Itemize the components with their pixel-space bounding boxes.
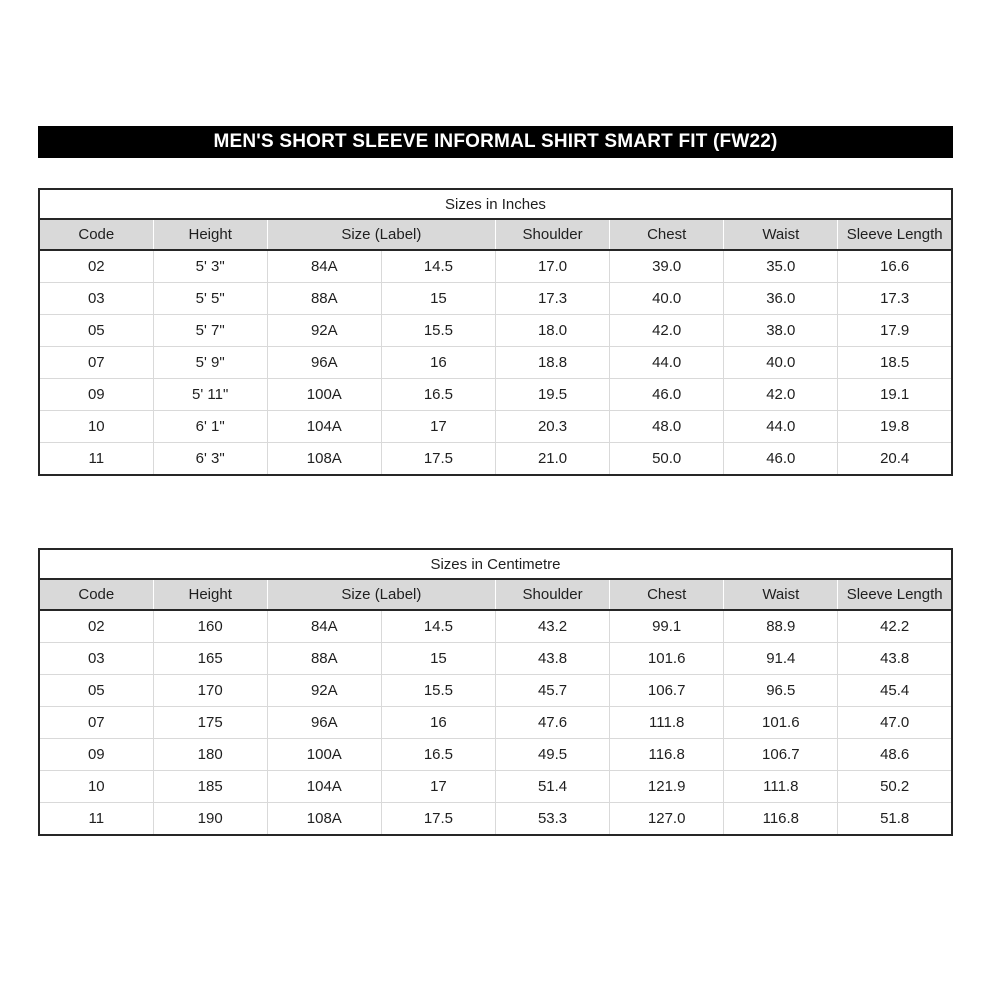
table-cell: 84A [267, 250, 381, 283]
table-cell: 6' 3" [153, 443, 267, 476]
table-cell: 17.0 [496, 250, 610, 283]
table-cell: 10 [39, 411, 153, 443]
table-cell: 88.9 [724, 610, 838, 643]
table-cell: 43.8 [838, 643, 952, 675]
table-cell: 5' 5" [153, 283, 267, 315]
table-cell: 16 [381, 707, 495, 739]
centimetre-table-section [38, 548, 953, 836]
table-cell: 106.7 [724, 739, 838, 771]
table-row [39, 707, 952, 739]
table-cell: 43.8 [496, 643, 610, 675]
table-cell: 108A [267, 443, 381, 476]
table-cell: 14.5 [381, 250, 495, 283]
table-cell: 35.0 [724, 250, 838, 283]
table-header-row [39, 219, 952, 250]
table-cell: 111.8 [724, 771, 838, 803]
table-body [39, 610, 952, 835]
table-cell: 39.0 [610, 250, 724, 283]
table-cell: 5' 7" [153, 315, 267, 347]
table-cell: 19.8 [838, 411, 952, 443]
table-cell: 104A [267, 411, 381, 443]
table-cell: 51.8 [838, 803, 952, 836]
table-cell: 44.0 [724, 411, 838, 443]
table-row [39, 643, 952, 675]
table-cell: 100A [267, 379, 381, 411]
table-row [39, 610, 952, 643]
table-cell: 96.5 [724, 675, 838, 707]
column-header: Code [39, 219, 153, 250]
table-cell: 36.0 [724, 283, 838, 315]
column-header: Sleeve Length [838, 579, 952, 610]
table-cell: 6' 1" [153, 411, 267, 443]
table-cell: 43.2 [496, 610, 610, 643]
table-cell: 40.0 [610, 283, 724, 315]
table-cell: 88A [267, 283, 381, 315]
table-cell: 50.2 [838, 771, 952, 803]
column-header: Waist [724, 579, 838, 610]
table-body [39, 250, 952, 475]
table-cell: 49.5 [496, 739, 610, 771]
table-cell: 16.5 [381, 739, 495, 771]
sizes-in-inches-table [38, 188, 953, 476]
table-row [39, 771, 952, 803]
table-header-row [39, 579, 952, 610]
table-cell: 44.0 [610, 347, 724, 379]
table-cell: 190 [153, 803, 267, 836]
column-header: Sleeve Length [838, 219, 952, 250]
table-cell: 42.2 [838, 610, 952, 643]
table-cell: 07 [39, 347, 153, 379]
table-row [39, 739, 952, 771]
table-title: Sizes in Centimetre [39, 549, 952, 579]
table-cell: 17.9 [838, 315, 952, 347]
table-cell: 106.7 [610, 675, 724, 707]
table-cell: 20.3 [496, 411, 610, 443]
table-cell: 48.0 [610, 411, 724, 443]
table-cell: 17 [381, 771, 495, 803]
table-cell: 104A [267, 771, 381, 803]
table-title-row [39, 189, 952, 219]
table-cell: 45.7 [496, 675, 610, 707]
table-cell: 5' 9" [153, 347, 267, 379]
column-header: Chest [610, 579, 724, 610]
table-row [39, 411, 952, 443]
table-cell: 165 [153, 643, 267, 675]
table-cell: 84A [267, 610, 381, 643]
table-cell: 175 [153, 707, 267, 739]
table-cell: 48.6 [838, 739, 952, 771]
table-cell: 15 [381, 283, 495, 315]
table-cell: 14.5 [381, 610, 495, 643]
table-cell: 19.1 [838, 379, 952, 411]
table-cell: 03 [39, 643, 153, 675]
table-cell: 17.3 [838, 283, 952, 315]
column-header: Chest [610, 219, 724, 250]
table-cell: 07 [39, 707, 153, 739]
table-cell: 38.0 [724, 315, 838, 347]
table-cell: 15.5 [381, 675, 495, 707]
table-cell: 19.5 [496, 379, 610, 411]
table-cell: 46.0 [724, 443, 838, 476]
table-row [39, 675, 952, 707]
table-cell: 40.0 [724, 347, 838, 379]
table-cell: 96A [267, 707, 381, 739]
table-cell: 46.0 [610, 379, 724, 411]
table-row [39, 250, 952, 283]
column-header: Code [39, 579, 153, 610]
table-cell: 92A [267, 315, 381, 347]
column-header: Waist [724, 219, 838, 250]
table-cell: 16.6 [838, 250, 952, 283]
column-header: Height [153, 219, 267, 250]
table-cell: 11 [39, 803, 153, 836]
table-cell: 99.1 [610, 610, 724, 643]
table-cell: 51.4 [496, 771, 610, 803]
table-cell: 16 [381, 347, 495, 379]
table-cell: 17.5 [381, 443, 495, 476]
table-cell: 09 [39, 379, 153, 411]
table-cell: 11 [39, 443, 153, 476]
table-cell: 170 [153, 675, 267, 707]
table-cell: 15 [381, 643, 495, 675]
table-cell: 20.4 [838, 443, 952, 476]
table-cell: 05 [39, 675, 153, 707]
table-cell: 91.4 [724, 643, 838, 675]
column-header: Size (Label) [267, 219, 495, 250]
table-row [39, 315, 952, 347]
table-cell: 96A [267, 347, 381, 379]
table-cell: 17.3 [496, 283, 610, 315]
page-title: MEN'S SHORT SLEEVE INFORMAL SHIRT SMART FIT (FW22) [38, 126, 953, 158]
table-cell: 121.9 [610, 771, 724, 803]
table-cell: 116.8 [724, 803, 838, 836]
table-cell: 05 [39, 315, 153, 347]
table-cell: 100A [267, 739, 381, 771]
table-cell: 47.0 [838, 707, 952, 739]
table-cell: 18.8 [496, 347, 610, 379]
table-cell: 09 [39, 739, 153, 771]
table-cell: 50.0 [610, 443, 724, 476]
table-cell: 18.0 [496, 315, 610, 347]
table-cell: 02 [39, 610, 153, 643]
table-cell: 42.0 [610, 315, 724, 347]
table-cell: 17.5 [381, 803, 495, 836]
sizes-in-centimetre-table [38, 548, 953, 836]
table-row [39, 803, 952, 836]
table-cell: 42.0 [724, 379, 838, 411]
table-cell: 101.6 [724, 707, 838, 739]
table-cell: 18.5 [838, 347, 952, 379]
table-cell: 5' 3" [153, 250, 267, 283]
table-cell: 116.8 [610, 739, 724, 771]
table-cell: 15.5 [381, 315, 495, 347]
table-cell: 92A [267, 675, 381, 707]
table-cell: 185 [153, 771, 267, 803]
table-cell: 5' 11" [153, 379, 267, 411]
table-cell: 88A [267, 643, 381, 675]
table-cell: 02 [39, 250, 153, 283]
table-cell: 160 [153, 610, 267, 643]
inches-table-section [38, 188, 953, 476]
table-cell: 108A [267, 803, 381, 836]
column-header: Height [153, 579, 267, 610]
column-header: Shoulder [496, 579, 610, 610]
table-cell: 10 [39, 771, 153, 803]
column-header: Size (Label) [267, 579, 495, 610]
table-cell: 127.0 [610, 803, 724, 836]
table-cell: 101.6 [610, 643, 724, 675]
table-cell: 03 [39, 283, 153, 315]
table-row [39, 347, 952, 379]
table-cell: 21.0 [496, 443, 610, 476]
table-cell: 17 [381, 411, 495, 443]
table-cell: 45.4 [838, 675, 952, 707]
table-title-row [39, 549, 952, 579]
table-title: Sizes in Inches [39, 189, 952, 219]
table-cell: 111.8 [610, 707, 724, 739]
table-cell: 180 [153, 739, 267, 771]
column-header: Shoulder [496, 219, 610, 250]
table-cell: 16.5 [381, 379, 495, 411]
table-row [39, 379, 952, 411]
table-cell: 53.3 [496, 803, 610, 836]
table-row [39, 443, 952, 476]
table-row [39, 283, 952, 315]
table-cell: 47.6 [496, 707, 610, 739]
